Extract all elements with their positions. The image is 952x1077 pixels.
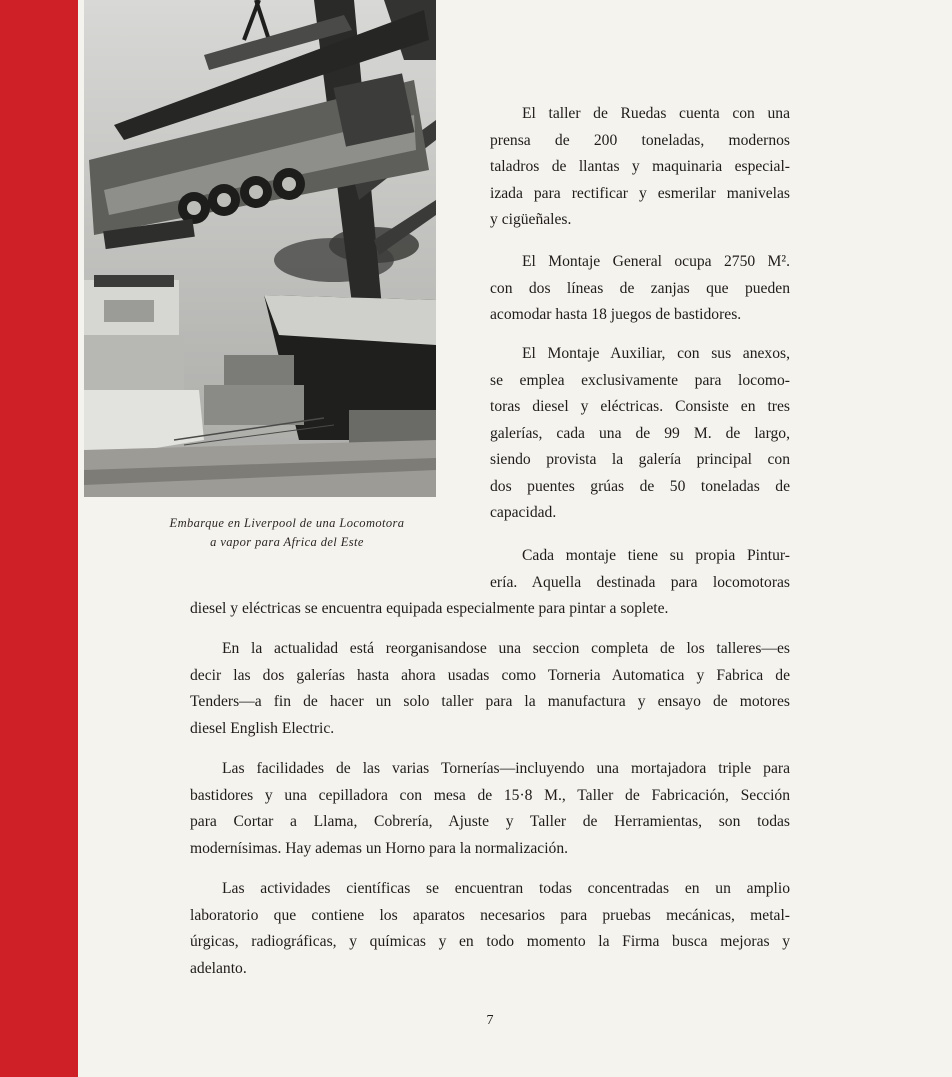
text-line: Cada montaje tiene su propia Pintur- (522, 547, 790, 564)
paragraph-pintureria-continued (190, 596, 790, 623)
text-line: se emplea exclusivamente para locomo- (490, 371, 790, 389)
text-line: El Montaje Auxiliar, con sus anexos, (522, 345, 790, 362)
caption-line-2: a vapor para Africa del Este (210, 535, 364, 549)
text-line: capacidad. (490, 504, 557, 521)
paragraph-ruedas (490, 101, 790, 234)
text-line: En la actualidad está reorganisandose una seccion completa de los talleres—es (222, 640, 790, 657)
text-line: acomodar hasta 18 juegos de bastidores. (490, 306, 742, 323)
paragraph-pintureria (490, 543, 790, 596)
text-line: diesel y eléctricas se encuentra equipada especialmente para pintar a soplete. (190, 600, 669, 617)
text-line: para Cortar a Llama, Cobrería, Ajuste y Taller de Herramientas, son todas (190, 813, 790, 830)
paragraph-montaje-general (490, 249, 790, 329)
paragraph-actividades-cientificas (190, 876, 790, 982)
paragraph-reorganizacion (190, 636, 790, 742)
text-line: decir las dos galerías hasta ahora usadas como Torneria Automatica y Fabrica de (190, 666, 790, 684)
text-line: El taller de Ruedas cuenta con una (522, 105, 790, 122)
text-line: diesel English Electric. (190, 719, 335, 737)
text-line: úrgicas, radiográficas, y químicas y en todo momento la Firma busca mejoras y (190, 933, 790, 950)
photo-caption (84, 514, 490, 552)
paragraph-tornerias (190, 756, 790, 862)
caption-line-1: Embarque en Liverpool de una Locomotora (169, 516, 405, 530)
text-line: Las actividades científicas se encuentran todas concentradas en un amplio (222, 880, 790, 897)
text-line: adelanto. (190, 959, 247, 977)
paragraph-montaje-auxiliar (490, 341, 790, 527)
text-line: galerías, cada una de 99 M. de largo, (490, 424, 790, 442)
text-line: toras diesel y eléctricas. Consiste en tres (490, 398, 790, 415)
text-line: Tenders—a fin de hacer un solo taller para la manufactura y ensayo de motores (190, 693, 790, 710)
text-line: El Montaje General ocupa 2750 M². (522, 253, 790, 270)
red-side-band (0, 0, 78, 1077)
text-line: taladros de llantas y maquinaria especial- (490, 158, 790, 175)
text-line: con dos líneas de zanjas que pueden (490, 279, 790, 297)
text-line: laboratorio que contiene los aparatos necesarios para pruebas mecánicas, metal- (190, 906, 790, 924)
text-line: Las facilidades de las varias Tornerías—incluyendo una mortajadora triple para (222, 760, 790, 777)
text-line: siendo provista la galería principal con (490, 451, 790, 468)
text-line: izada para rectificar y esmerilar manivelas (490, 184, 790, 202)
text-line: y cigüeñales. (490, 211, 572, 228)
text-line: modernísimas. Hay ademas un Horno para la normalización. (190, 839, 569, 857)
text-line: prensa de 200 toneladas, modernos (490, 131, 790, 149)
locomotive-loading-photo (84, 0, 436, 497)
page-number: 7 (486, 1013, 494, 1028)
text-line: bastidores y una cepilladora con mesa de 15·8 M., Taller de Fabricación, Sección (190, 786, 790, 804)
text-line: ería. Aquella destinada para locomotoras (490, 573, 790, 591)
text-line: dos puentes grúas de 50 toneladas de (490, 477, 790, 495)
